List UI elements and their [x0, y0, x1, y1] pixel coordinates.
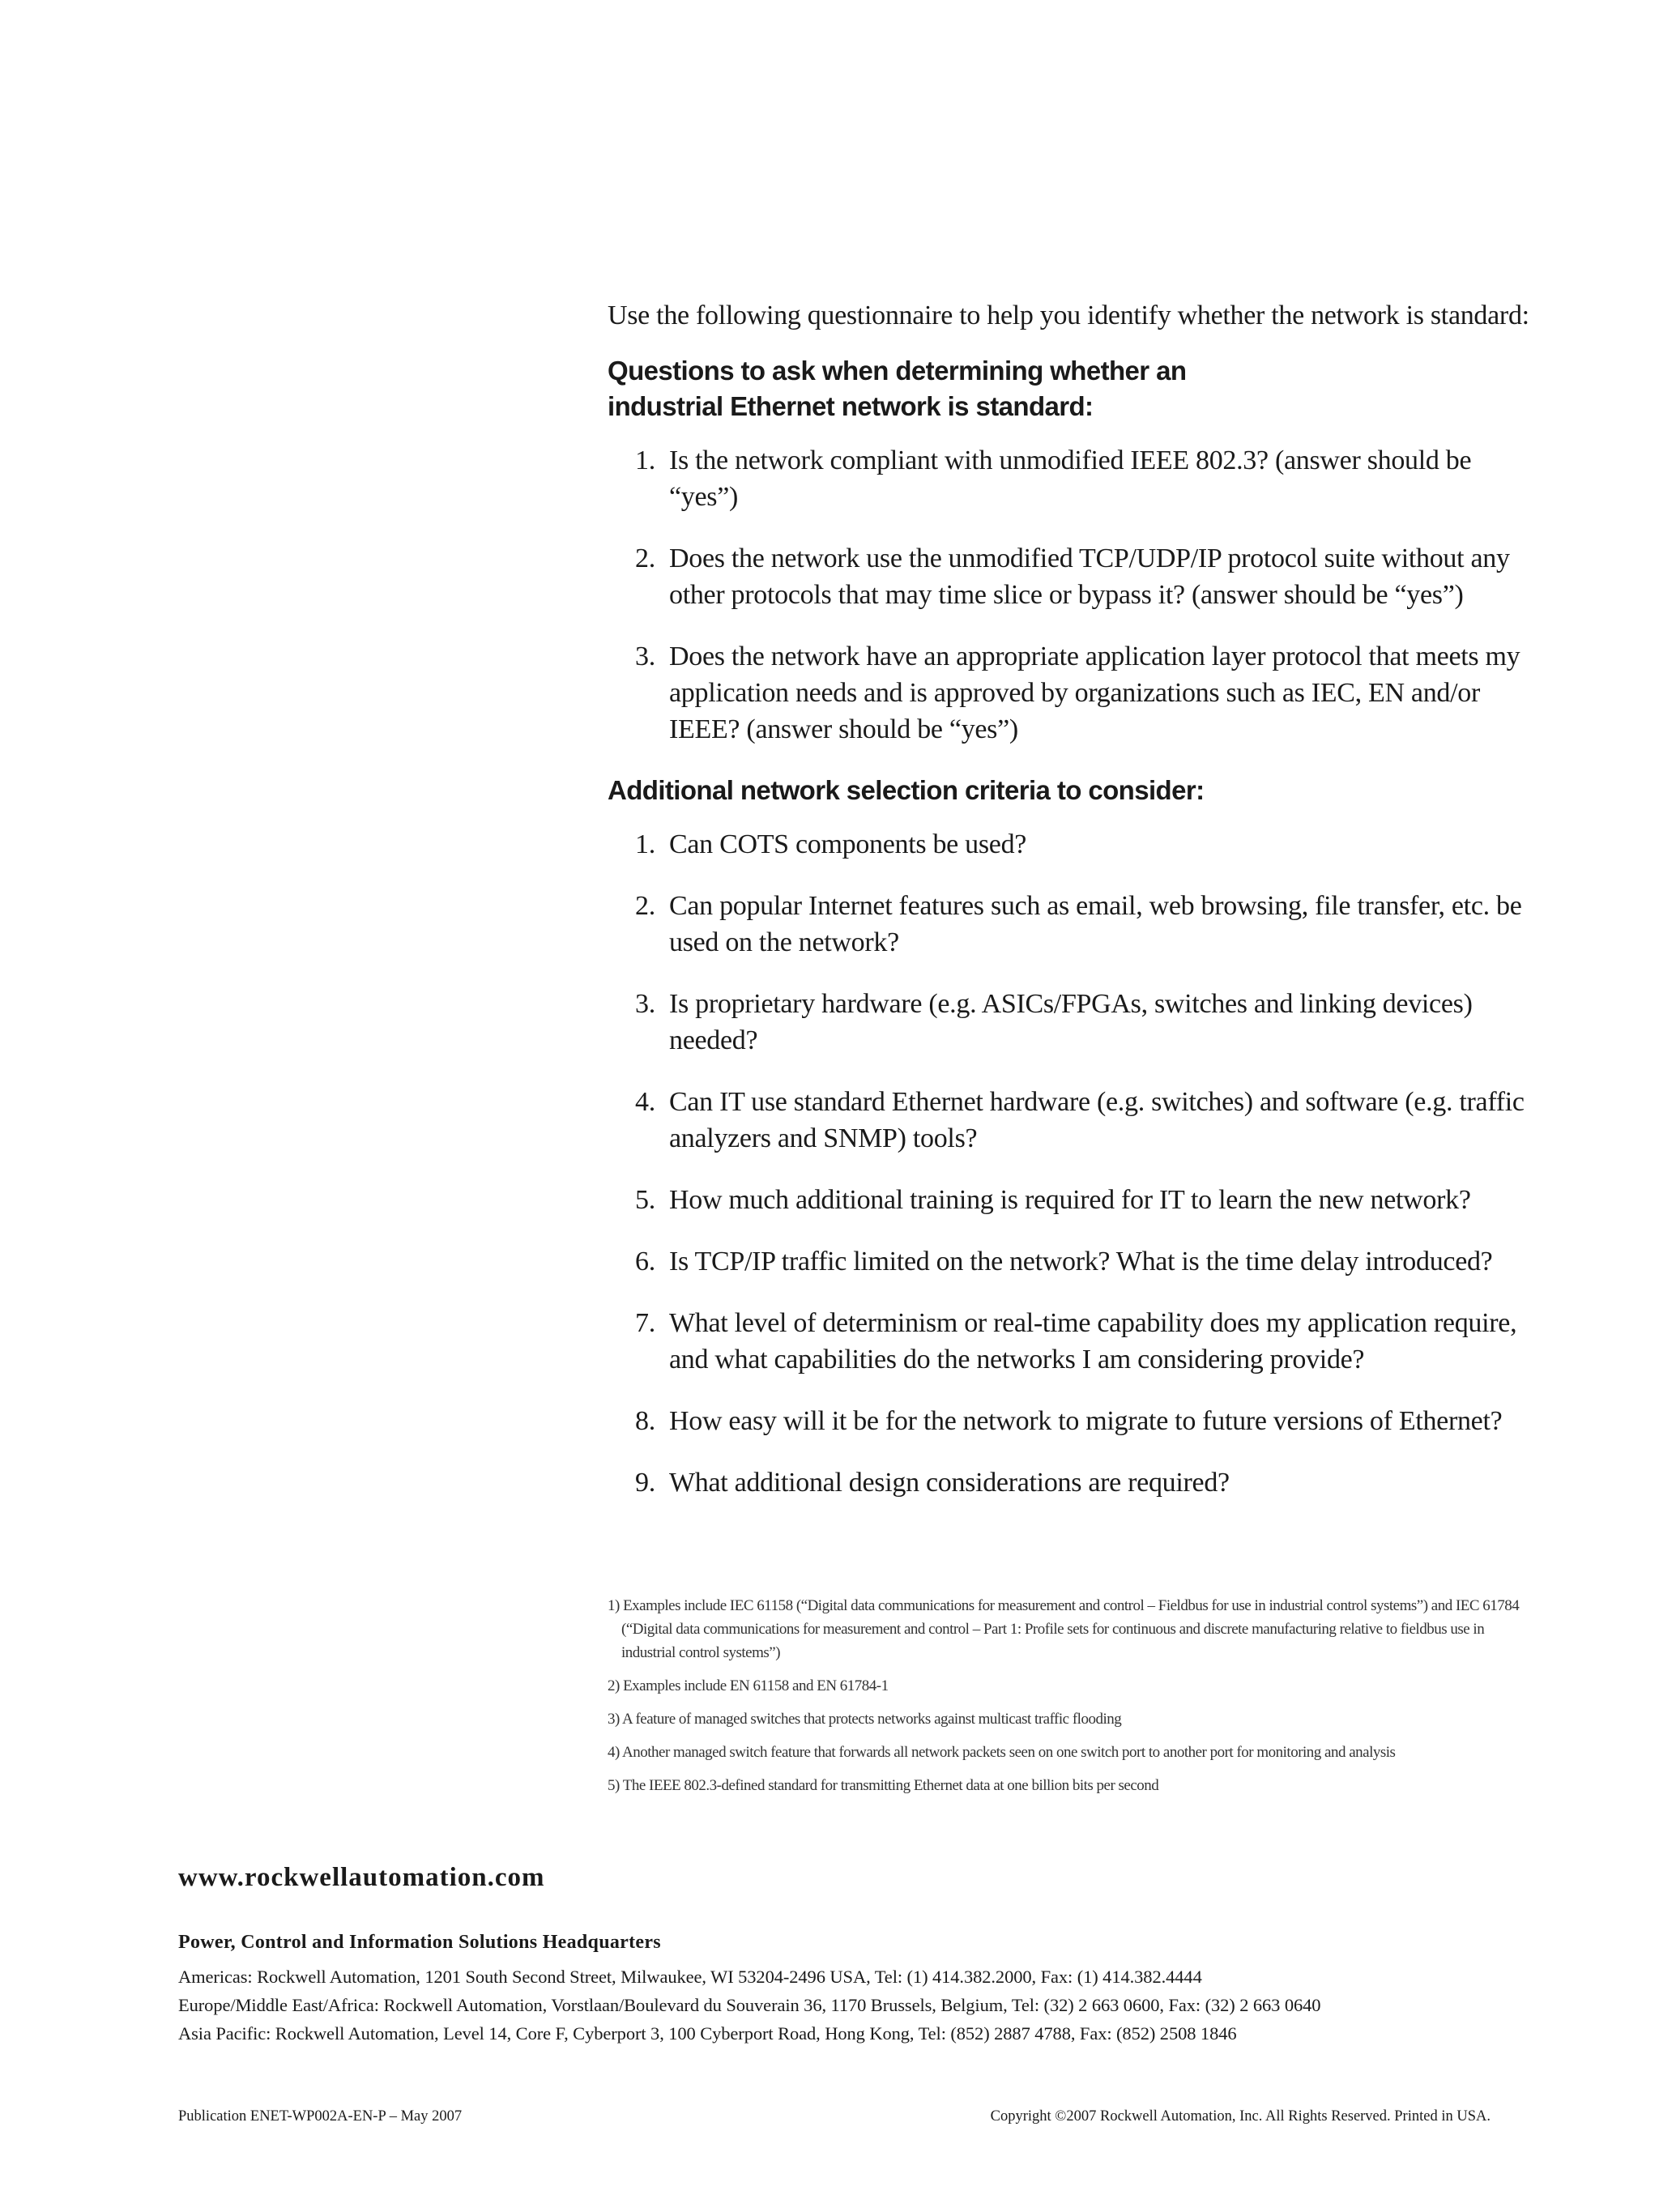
list-item [608, 1464, 1539, 1501]
list-item-text: How easy will it be for the network to migrate to future versions of Ethernet? [669, 1406, 1503, 1436]
list-item-text: What additional design considerations are required? [669, 1468, 1230, 1498]
headquarters-title: Power, Control and Information Solutions Headquarters [178, 1932, 661, 1953]
intro-paragraph: Use the following questionnaire to help you identify whether the network is standard: [608, 300, 1529, 330]
list-item-text: Does the network have an appropriate application layer protocol that meets my application needs and is approved by organizations such as IEC, EN and/or IEEE? (answer should be “yes”) [669, 641, 1520, 744]
list-item-number: 1. [635, 829, 655, 859]
list-item-number: 9. [635, 1468, 655, 1498]
list-item [608, 1182, 1539, 1218]
list-item-text: Is TCP/IP traffic limited on the network? What is the time delay introduced? [669, 1247, 1493, 1276]
copyright-notice: Copyright ©2007 Rockwell Automation, Inc. All Rights Reserved. Printed in USA. [990, 2108, 1491, 2125]
list-item [608, 1084, 1539, 1157]
list-item-text: Is proprietary hardware (e.g. ASICs/FPGAs, switches and linking devices) needed? [669, 989, 1473, 1055]
list-item-number: 6. [635, 1247, 655, 1276]
footnote: 4) Another managed switch feature that forwards all network packets seen on one switch port to another port for monitoring and analysis [608, 1744, 1396, 1761]
list-item-number: 2. [635, 543, 655, 573]
list-item-number: 3. [635, 989, 655, 1019]
website-url: www.rockwellautomation.com [178, 1863, 545, 1892]
list-item [608, 1403, 1539, 1439]
list-item-number: 5. [635, 1185, 655, 1215]
section-heading-standard-questions [608, 353, 1539, 424]
publication-number: Publication ENET-WP002A-EN-P – May 2007 [178, 2108, 463, 2125]
list-item-text: Is the network compliant with unmodified IEEE 802.3? (answer should be “yes”) [669, 445, 1472, 512]
list-item-text: Can popular Internet features such as email, web browsing, file transfer, etc. be used on the network? [669, 891, 1522, 957]
list-item-number: 3. [635, 641, 655, 671]
heading-line: Questions to ask when determining whether an [608, 356, 1187, 386]
list-item [608, 888, 1539, 961]
footnote: 3) A feature of managed switches that protects networks against multicast traffic flooding [608, 1711, 1122, 1728]
footnote: 2) Examples include EN 61158 and EN 61784-1 [608, 1677, 889, 1694]
list-item [608, 638, 1539, 748]
list-item [608, 986, 1539, 1059]
list-item-number: 8. [635, 1406, 655, 1436]
list-item-text: What level of determinism or real-time capability does my application require, and what capabilities do the networks I am considering provide? [669, 1308, 1517, 1375]
footnote: 5) The IEEE 802.3-defined standard for transmitting Ethernet data at one billion bits per second [608, 1777, 1159, 1794]
list-item [608, 1305, 1539, 1378]
address-emea: Europe/Middle East/Africa: Rockwell Automation, Vorstlaan/Boulevard du Souverain 36, 1170 Brussels, Belgium, Tel: (32) 2 663 0600, Fax: (32) 2 663 0640 [178, 1995, 1321, 2015]
list-item-text: Can COTS components be used? [669, 829, 1027, 859]
main-content [608, 298, 1539, 1526]
list-item-number: 2. [635, 891, 655, 921]
list-item-number: 4. [635, 1087, 655, 1117]
address-asia-pacific: Asia Pacific: Rockwell Automation, Level 14, Core F, Cyberport 3, 100 Cyberport Road, Hong Kong, Tel: (852) 2887 4788, Fax: (852) 2508 1846 [178, 2023, 1237, 2044]
list-item [608, 826, 1539, 863]
list-item-number: 7. [635, 1308, 655, 1338]
list-item [608, 1243, 1539, 1280]
footnote: 1) Examples include IEC 61158 (“Digital data communications for measurement and control – Fieldbus for use in industrial control systems”) and IEC 61784 (“Digital data communications for measurement and control – Part 1: Profile sets for continuous and discrete manufacturing relative to fieldbus use in industrial control systems”) [608, 1597, 1520, 1661]
list-item-text: How much additional training is required for IT to learn the new network? [669, 1185, 1471, 1215]
list-item [608, 540, 1539, 613]
list-item [608, 442, 1539, 515]
list-item-text: Can IT use standard Ethernet hardware (e.g. switches) and software (e.g. traffic analyzers and SNMP) tools? [669, 1087, 1525, 1153]
selection-criteria-list [608, 826, 1539, 1501]
footnotes [608, 1594, 1539, 1807]
list-item-number: 1. [635, 445, 655, 475]
list-item-text: Does the network use the unmodified TCP/UDP/IP protocol suite without any other protocols that may time slice or bypass it? (answer should be “yes”) [669, 543, 1510, 610]
address-americas: Americas: Rockwell Automation, 1201 South Second Street, Milwaukee, WI 53204-2496 USA, Tel: (1) 414.382.2000, Fax: (1) 414.382.4444 [178, 1967, 1202, 1987]
standard-questions-list [608, 442, 1539, 748]
section-heading-selection-criteria: Additional network selection criteria to consider: [608, 775, 1205, 805]
heading-line: industrial Ethernet network is standard: [608, 391, 1094, 421]
